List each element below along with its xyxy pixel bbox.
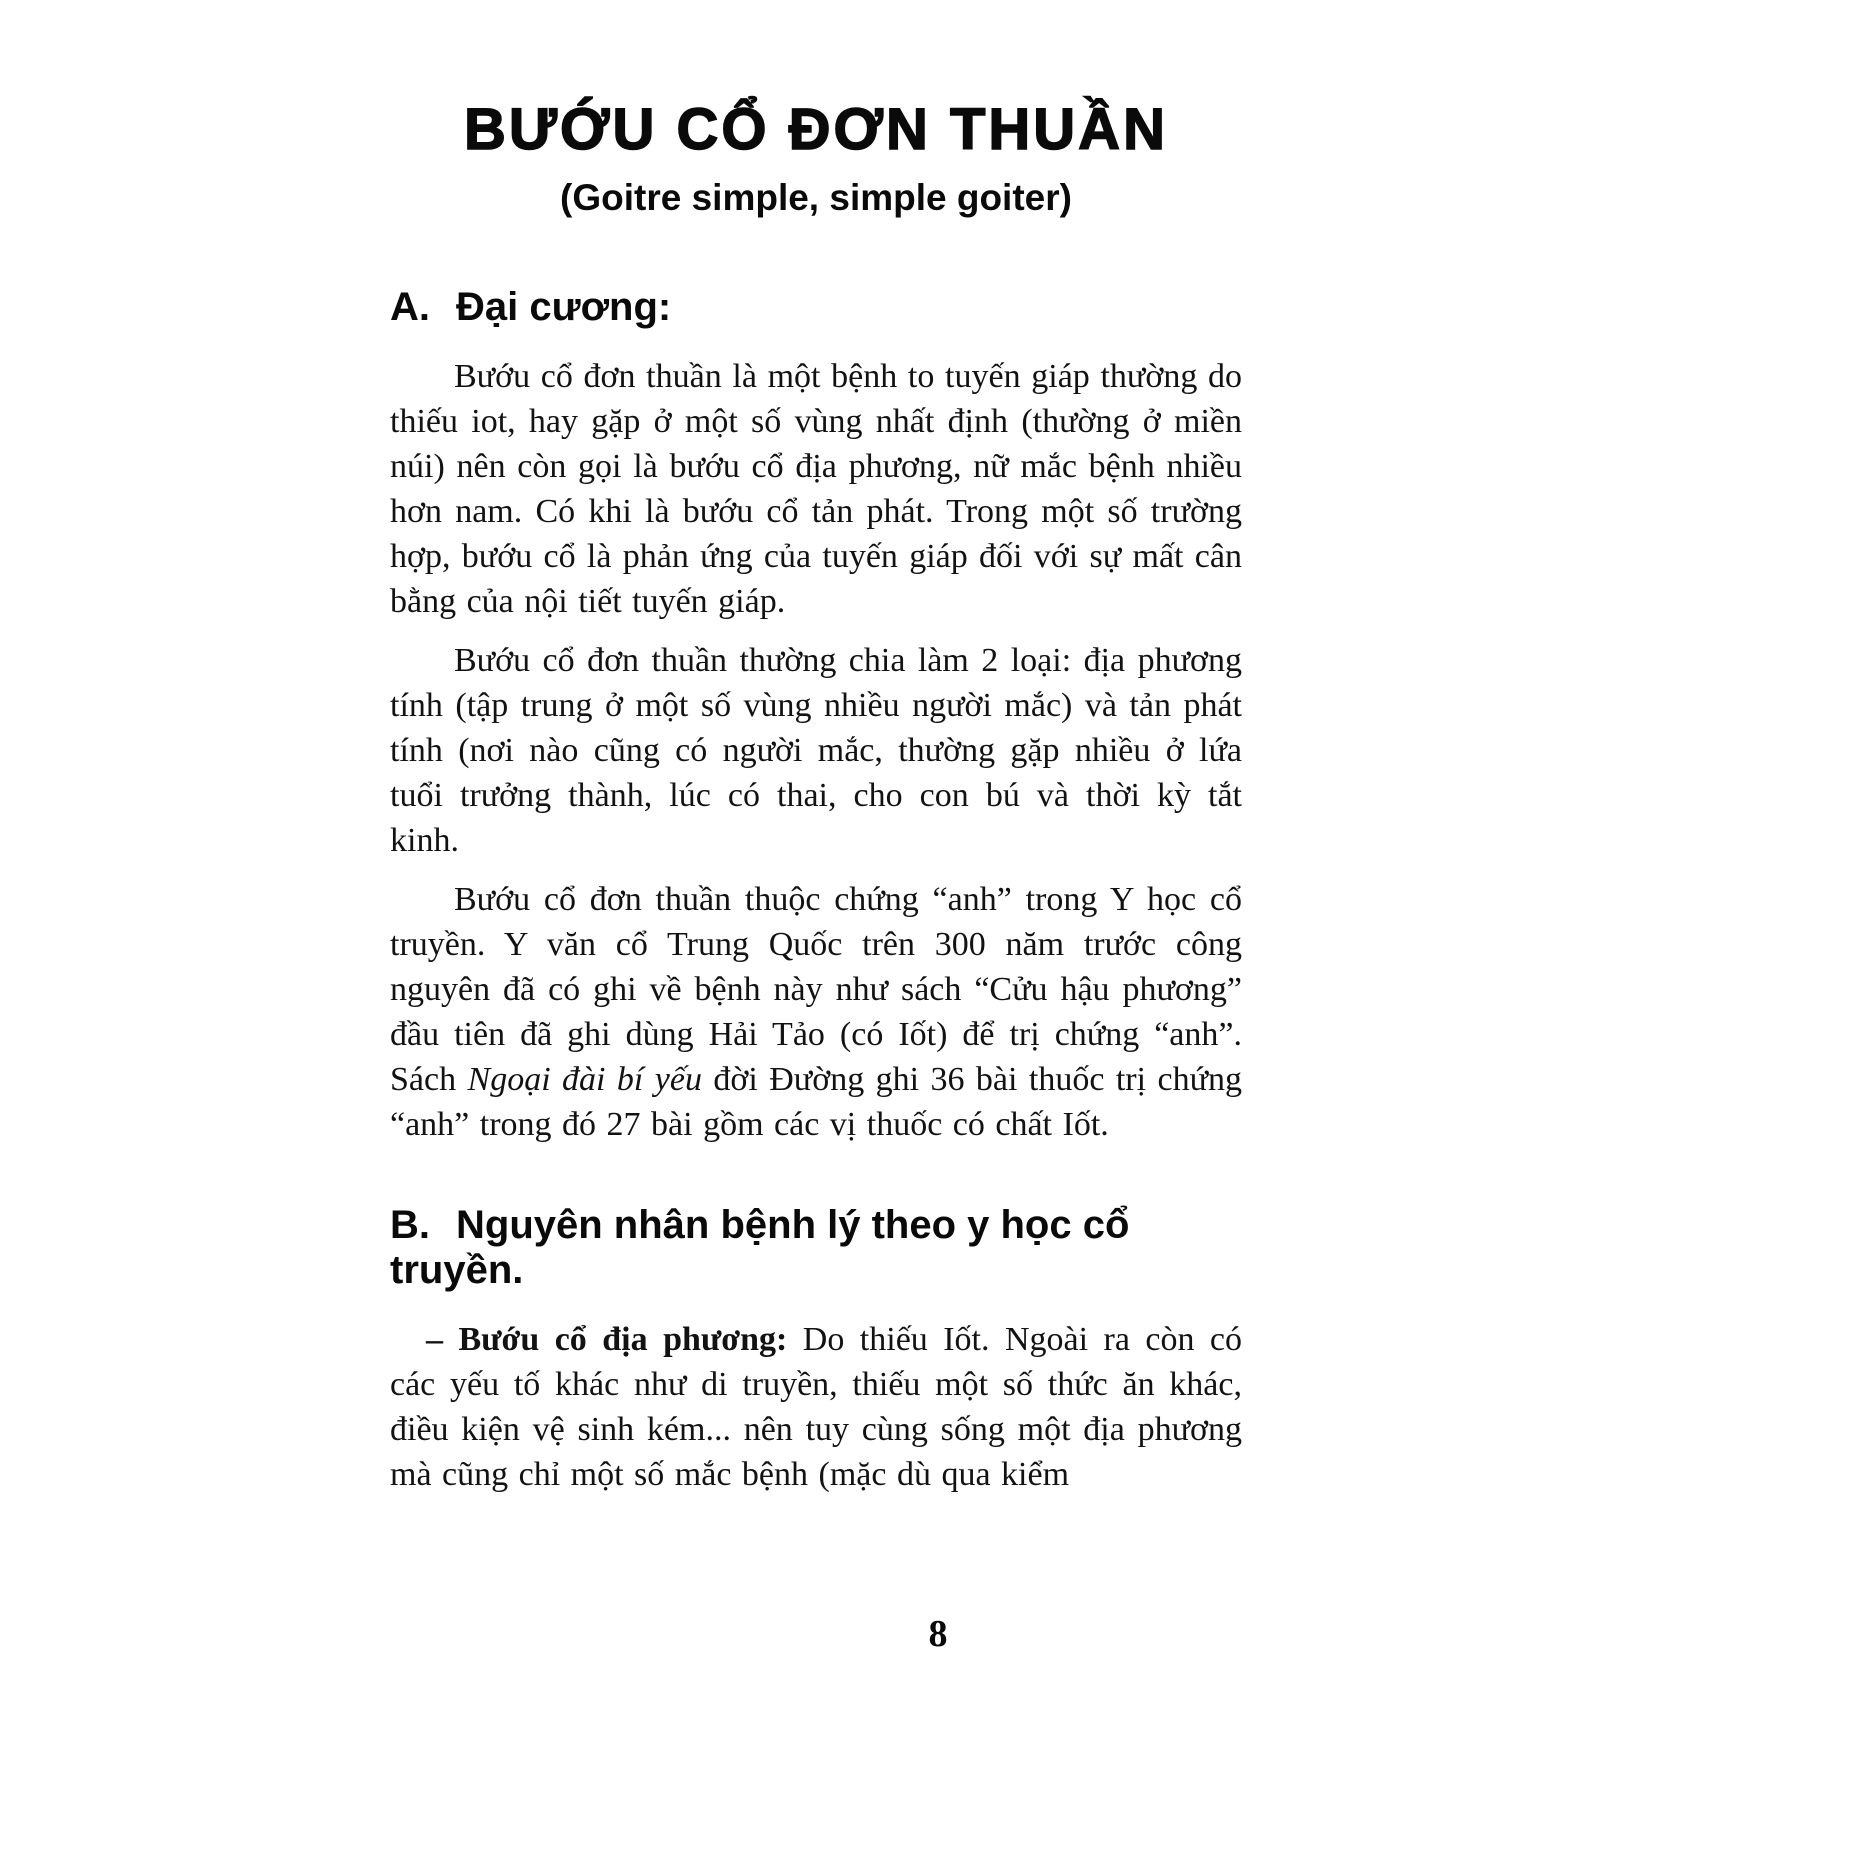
paragraph-text: Do thiếu Iốt. Ngoài ra còn có các yếu tố khác như di truyền, thiếu một số thức ăn khác, điều kiện vệ sinh kém... nên tuy cùng sống một địa phương mà cũng chỉ một số mắc bệnh (mặc dù qua kiểm xyxy=(390,1321,1242,1493)
section-b-heading-text: Nguyên nhân bệnh lý theo y học cổ truyền. xyxy=(390,1203,1130,1292)
section-a xyxy=(390,285,1242,1147)
paragraph xyxy=(390,1317,1242,1497)
paragraph: Bướu cổ đơn thuần thường chia làm 2 loại: địa phương tính (tập trung ở một số vùng nhiều người mắc) và tản phát tính (nơi nào cũng có người mắc, thường gặp nhiều ở lứa tuổi trưởng thành, lúc có thai, cho con bú và thời kỳ tắt kinh. xyxy=(390,642,1242,859)
section-b-label: B. xyxy=(390,1203,430,1247)
section-a-label: A. xyxy=(390,285,430,329)
page-content xyxy=(390,96,1242,1511)
section-a-heading xyxy=(390,285,1242,330)
page-subtitle: (Goitre simple, simple goiter) xyxy=(560,177,1072,218)
paragraph-text: Bướu cổ đơn thuần thuộc chứng “anh” trong Y học cổ truyền. Y văn cổ Trung Quốc trên 300 năm trước công nguyên đã có ghi về bệnh này như sách “Cửu hậu phương” đầu tiên đã ghi dùng Hải Tảo (có Iốt) để trị chứng “anh”. Sách xyxy=(390,881,1242,1098)
book-title-italic: Ngoại đài bí yếu xyxy=(467,1061,702,1098)
page-title: BƯỚU CỔ ĐƠN THUẦN xyxy=(464,97,1168,162)
paragraph: Bướu cổ đơn thuần là một bệnh to tuyến giáp thường do thiếu iot, hay gặp ở một số vùng nhất định (thường ở miền núi) nên còn gọi là bướu cổ địa phương, nữ mắc bệnh nhiều hơn nam. Có khi là bướu cổ tản phát. Trong một số trường hợp, bướu cổ là phản ứng của tuyến giáp đối với sự mất cân bằng của nội tiết tuyến giáp. xyxy=(390,358,1242,620)
section-b xyxy=(390,1203,1242,1497)
section-b-heading xyxy=(390,1203,1242,1293)
paragraph-text: đời Đường ghi 36 bài thuốc trị chứng “anh” trong đó 27 bài gồm các vị thuốc có chất Iốt. xyxy=(390,1061,1242,1143)
section-a-heading-text: Đại cương: xyxy=(456,285,672,329)
paragraph-lead-bold: – Bướu cổ địa phương: xyxy=(426,1321,788,1358)
page-number: 8 xyxy=(928,1613,948,1655)
paragraph xyxy=(390,877,1242,1147)
